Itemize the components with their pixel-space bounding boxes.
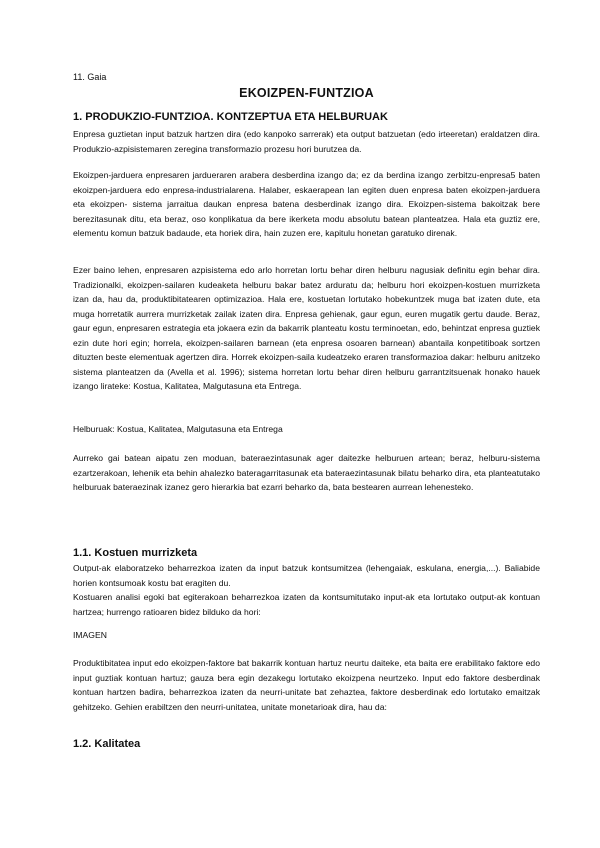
paragraph: Ezer baino lehen, enpresaren azpisistema edo arlo horretan lortu behar diren helburu nagusiak definitu egin behar dira. Tradizionalki, ekoizpen-sailaren kudeaketa helburu bakar batez arduratu da; helburu hori ekoizpen-kostuen murrizketa izan da, hau da, produktibitatearen optimizazioa. Hala ere, kostuetan lortutako hobekuntzek muga bat izaten dute, eta muga horretatik aurrera murrizketak zailak izaten dira. Enpresa gehienak, gaur egun, euren mugatik gertu daude. Beraz, gaur egun, enpresaren estrategia eta jokaera ezin da bakarrik planteatu kostu terminoetan, edo, behintzat enpresa guztiek ezin dute hori egin; horrela, ekoizpen-sailaren barnean (eta enpresa osoaren barnean) abantaila konpetitiboak sortzen dituzten beste elementuak agertzen dira. Horrek ekoizpen-saila kudeatzeko eraren transformazioa dakar: helburu anitzeko sistema planteatzen da (Avella et al. 1996); sistema horretan lortu behar diren helburu garrantzitsuenak honako hauek izango lirateke: Kostua, Kalitatea, Malgutasuna eta Entrega. bbox=[73, 265, 540, 391]
paragraph: Output-ak elaboratzeko beharrezkoa izaten da input batzuk kontsumitzea (lehengaiak, eskulana, energia,...). Baliabide horien kontsumoak kostu bat eragiten du. bbox=[73, 563, 540, 588]
paragraph: Kostuaren analisi egoki bat egiterakoan beharrezkoa izaten da kontsumitutako input-ak eta lortutako output-ak kontuan hartzea; hurrengo ratioaren bidez bilduko da hori: bbox=[73, 592, 540, 617]
section-1-2-heading: 1.2. Kalitatea bbox=[73, 738, 141, 750]
chapter-label: 11. Gaia bbox=[73, 72, 107, 82]
paragraph: Aurreko gai batean aipatu zen moduan, bateraezintasunak ager daitezke helburuen artean; beraz, helburu-sistema ezartzerakoan, lehenik eta behin ahalezko bateragarritasunak eta bateraezintasunak bilatu beharko dira, eta planteatutako helburuak bateraezinak izanez gero hierarkia bat ezarri beharko da, bata bestearen aurrean lehenesteko. bbox=[73, 453, 540, 492]
section-1-heading: 1. PRODUKZIO-FUNTZIOA. KONTZEPTUA ETA HELBURUAK bbox=[73, 111, 388, 123]
paragraph: Helburuak: Kostua, Kalitatea, Malgutasuna eta Entrega bbox=[73, 424, 283, 434]
paragraph: Enpresa guztietan input batzuk hartzen dira (edo kanpoko sarrerak) eta output batzuetan (edo irteeretan) eraldatzen dira. Produkzio-azpisistemaren zeregina transformazio prozesu hori burutzea da. bbox=[73, 129, 540, 154]
section-1-1-heading: 1.1. Kostuen murrizketa bbox=[73, 547, 198, 559]
paragraph: Produktibitatea input edo ekoizpen-faktore bat bakarrik kontuan hartuz neurtu daiteke, eta baita ere erabilitako faktore edo input guztiak kontuan hartuz; gauza bera egin dezakegu lortutako ekoizpena neurtzeko. Input edo faktore desberdinak kontuan hartzen badira, beharrezkoa izaten da neurri-unitate bat zehaztea, faktore desberdinak edo lortutako emaitzak gehitzeko. Gehien erabiltzen den neurri-unitatea, unitate monetarioak dira, hau da: bbox=[73, 658, 540, 712]
image-placeholder: IMAGEN bbox=[73, 630, 107, 640]
paragraph: Ekoizpen-jarduera enpresaren jardueraren arabera desberdina izango da; ez da berdina izango zerbitzu-enpresa5 baten ekoizpen-jarduera edo enpresa-industrialarena. Halaber, eskaerapean lan egiten duen enpresa baten ekoizpen-jarduera eta ekoizpen- sistema jarraitua daukan enpresa batena desberdinak izango dira. Ekoizpen-sistema bakoitzak bere berezitasunak ditu, eta beraz, oso konplikatua da bere ikerketa modu absolutu batean planteatzea. Hala eta guztiz ere, elementu komun batzuk badaude, eta horiek dira, hain zuzen ere, kapitulu honetan garatuko direnak. bbox=[73, 170, 540, 238]
page-title: EKOIZPEN-FUNTZIOA bbox=[239, 86, 374, 100]
